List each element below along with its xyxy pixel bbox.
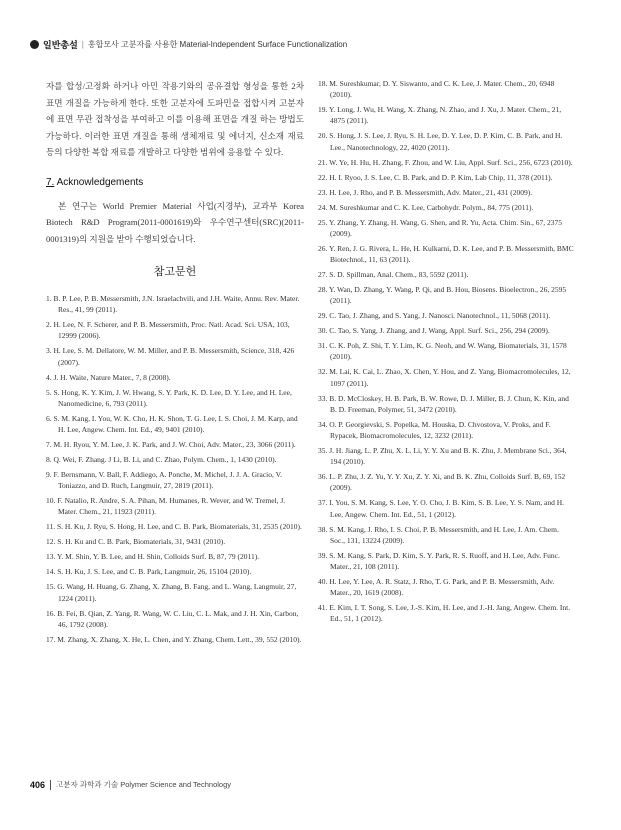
reference-item: 2. H. Lee, N. F. Scherer, and P. B. Messersmith, Proc. Natl. Acad. Sci. USA, 103, 12999 (2006). xyxy=(46,320,290,341)
reference-item: 41. E. Kim, I. T. Song, S. Lee, J.-S. Kim, H. Lee, and J.-H. Jang, Angew. Chem. Int. Ed., 51, 1 (2012). xyxy=(318,603,571,624)
reference-item: 3. H. Lee, S. M. Dellatore, W. M. Miller, and P. B. Messersmith, Science, 318, 426 (2007). xyxy=(46,346,295,367)
reference-list-left xyxy=(46,293,304,645)
reference-item: 25. Y. Zhang, Y. Zhang, H. Wang, G. Shen, and R. Yu, Acta. Chim. Sin., 67, 2375 (2009). xyxy=(318,217,562,238)
reference-item: 6. S. M. Kang, I. You, W. K. Cho, H. K. Shon, T. G. Lee, I. S. Choi, J. M. Karp, and H. Lee, Angew. Chem. Int. Ed., 49, 9401 (2010). xyxy=(46,413,298,435)
reference-item: 33. B. D. McCloskey, H. B. Park, B. W. Rowe, D. J. Miller, B. J. Chun, K. Kin, and B. D. Freeman, Polymer, 51, 3472 (2010). xyxy=(318,393,569,414)
ack-heading xyxy=(46,177,304,188)
journal-name: 고분자 과학과 기술 Polymer Science and Technology xyxy=(56,780,232,789)
reference-item: 13. Y. M. Shin, Y. B. Lee, and H. Shin, Colloids Surf. B, 87, 79 (2011). xyxy=(46,552,260,562)
reference-item: 29. C. Tao, J. Zhang, and S. Yang, J. Nanosci. Nanotechnol., 11, 5068 (2011). xyxy=(318,311,551,321)
reference-item: 4. J. H. Waite, Nature Mater., 7, 8 (2008). xyxy=(46,372,171,382)
reference-item: 12. S. H. Ku and C. B. Park, Biomaterials, 31, 9431 (2010). xyxy=(46,537,226,547)
reference-item: 40. H. Lee, Y. Lee, A. R. Statz, J. Rho, T. G. Park, and P. B. Messersmith, Adv. Mater., 20, 1619 (2008). xyxy=(318,577,555,598)
reference-list-right xyxy=(318,78,574,625)
left-column xyxy=(46,78,304,649)
reference-item: 37. I. You, S. M. Kang, S. Lee, Y. O. Cho, J. B. Kim, S. B. Lee, Y. S. Nam, and H. Lee, Angew. Chem. Int. Ed., 51, 1 (2012). xyxy=(318,498,565,519)
reference-item: 28. Y. Wan, D. Zhang, Y. Wang, P. Qi, and B. Hou, Biosens. Bioelectron., 26, 2595 (2011). xyxy=(318,285,567,306)
reference-item: 32. M. Lai, K. Cai, L. Zhao, X. Chen, Y. Hou, and Z. Yang, Biomacromolecules, 12, 1097 (2011). xyxy=(318,367,571,388)
page-footer xyxy=(30,779,231,790)
ack-text: 본 연구는 World Premier Material 사업(지경부), 교과부 Korea Biotech R&D Program(2011-0001619)와 우수연구센터(SRC)(2011-0001319)의 지원을 받아 수행되었습니다. xyxy=(46,200,304,244)
ack-number: 7. xyxy=(46,176,55,188)
reference-item: 27. S. D. Spillman, Anal. Chem., 83, 5592 (2011). xyxy=(318,270,469,280)
reference-item: 14. S. H. Ku, J. S. Lee, and C. B. Park, Langmuir, 26, 15104 (2010). xyxy=(46,567,252,577)
reference-item: 24. M. Sureshkumar and C. K. Lee, Carbohydr. Polym., 84, 775 (2011). xyxy=(318,202,534,212)
reference-item: 19. Y. Long, J. Wu, H. Wang, X. Zhang, N. Zhao, and J. Xu, J. Mater. Chem., 21, 4875 (2011). xyxy=(318,105,562,126)
reference-item: 10. F. Natalio, R. Andre, S. A. Pihan, M. Humanes, R. Wever, and W. Tremel, J. Mater. Chem., 21, 11923 (2011). xyxy=(46,496,286,517)
footer-divider xyxy=(50,780,51,790)
reference-item: 34. O. P. Georgievski, S. Popelka, M. Houska, D. Chvostova, V. Proks, and F. Rypacek, Biomacromolecules, 12, 3232 (2011). xyxy=(318,419,551,441)
bullet-icon xyxy=(30,40,39,49)
reference-item: 7. M. H. Ryou, Y. M. Lee, J. K. Park, and J. W. Choi, Adv. Mater., 23, 3066 (2011). xyxy=(46,440,296,450)
header-separator: | xyxy=(81,40,84,49)
running-header xyxy=(30,38,347,51)
reference-item: 26. Y. Ren, J. G. Rivera, L. He, H. Kulkarni, D. K. Lee, and P. B. Messersmith, BMC Biotechnol., 11, 63 (2011). xyxy=(318,243,574,265)
reference-item: 16. B. Fei, B. Qian, Z. Yang, R. Wang, W. C. Liu, C. L. Mak, and J. H. Xin, Carbon, 46, 1792 (2008). xyxy=(46,608,299,629)
reference-item: 17. M. Zhang, X. Zhang, X. He, L. Chen, and Y. Zhang, Chem. Lett., 39, 552 (2010). xyxy=(46,634,302,644)
running-title: 홍합모사 고분자를 사용한 Material-Independent Surface Functionalization xyxy=(87,40,348,49)
reference-item: 20. S. Hong, J. S. Lee, J. Ryu, S. H. Lee, D. Y. Lee, D. P. Kim, C. B. Park, and H. Lee., Nanotechnology, 22, 4020 (2011). xyxy=(318,131,563,152)
reference-item: 30. C. Tao, S. Yang, J. Zhang, and J. Wang, Appl. Surf. Sci., 256, 294 (2009). xyxy=(318,326,550,336)
reference-item: 21. W. Ye, H. Hu, H. Zhang, F. Zhou, and W. Liu, Appl. Surf. Sci., 256, 6723 (2010). xyxy=(318,157,573,167)
reference-item: 31. C. K. Poh, Z. Shi, T. Y. Lim, K. G. Neoh, and W. Wang, Biomaterials, 31, 1578 (2010). xyxy=(318,341,567,362)
reference-item: 18. M. Sureshkumar, D. Y. Siswanto, and C. K. Lee, J. Mater. Chem., 20, 6948 (2010). xyxy=(318,79,555,100)
right-column xyxy=(318,78,574,628)
reference-item: 35. J. H. Jiang, L. P. Zhu, X. L. Li, Y. Y. Xu and B. K. Zhu, J. Membrane Sci., 364, 194 (2010). xyxy=(318,446,567,467)
reference-item: 8. Q. Wei, F. Zhang. J Li, B. Li, and C. Zhao, Polym. Chem., 1, 1430 (2010). xyxy=(46,455,277,465)
reference-item: 23. H. Lee, J. Rho, and P. B. Messersmith, Adv. Mater., 21, 431 (2009). xyxy=(318,187,533,197)
reference-item: 39. S. M. Kang, S. Park, D. Kim, S. Y. Park, R. S. Ruoff, and H. Lee, Adv. Func. Mater., 21, 108 (2011). xyxy=(318,550,560,572)
reference-item: 38. S. M. Kang, J. Rho, I. S. Choi, P. B. Messersmith, and H. Lee, J. Am. Chem. Soc., 131, 13224 (2009). xyxy=(318,524,559,545)
reference-item: 1. B. P. Lee, P. B. Messersmith, J.N. Israelachvili, and J.H. Waite, Annu. Rev. Mater. Res., 41, 99 (2011). xyxy=(46,294,300,315)
reference-item: 22. H. I. Ryoo, J. S. Lee, C. B. Park, and D. P. Kim, Lab Chip, 11, 378 (2011). xyxy=(318,172,553,182)
reference-item: 5. S. Hong, K. Y. Kim, J. W. Hwang, S. Y. Park, K. D. Lee, D. Y. Lee, and H. Lee, Nanomedicine, 6, 793 (2011). xyxy=(46,387,292,408)
section-label: 일반총설 xyxy=(43,40,78,50)
ack-title: Acknowledgements xyxy=(56,176,144,188)
reference-item: 9. F. Bernsmann, V. Ball, F. Addiego, A. Ponche, M. Michel, J. J. A. Gracio, V. Toniazzo, and D. Ruch, Langmuir, 27, 2819 (2011). xyxy=(46,470,282,491)
reference-item: 11. S. H. Ku, J. Ryu, S. Hong, H. Lee, and C. B. Park, Biomaterials, 31, 2535 (2010). xyxy=(46,522,302,532)
body-paragraph: 자를 합성/고정화 하거나 아민 작용기와의 공유결합 형성을 통한 2차 표면 개질을 가능하게 한다. 또한 고분자에 도파민을 접합시켜 고분자에 표면 무관 접착성을 부여하고 이를 이용해 표면을 개질 하는 방법도 가능하다. 이러한 표면 개질을 통해 생체재료 및 에너지, 신소재 재료 등의 다양한 복합 재료를 개발하고 다양한 범위에 응용할 수 있다. xyxy=(46,81,304,157)
references-heading: 참고문헌 xyxy=(153,266,197,278)
page-number: 406 xyxy=(30,779,46,790)
reference-item: 36. L. P. Zhu, J. Z. Yu, Y. Y. Xu, Z. Y. Xi, and B. K. Zhu, Colloids Surf. B, 69, 152 (2009). xyxy=(318,472,566,493)
reference-item: 15. G. Wang, H. Huang, G. Zhang, X. Zhang, B. Fang, and L. Wang, Langmuir, 27, 1224 (2011). xyxy=(46,582,297,603)
